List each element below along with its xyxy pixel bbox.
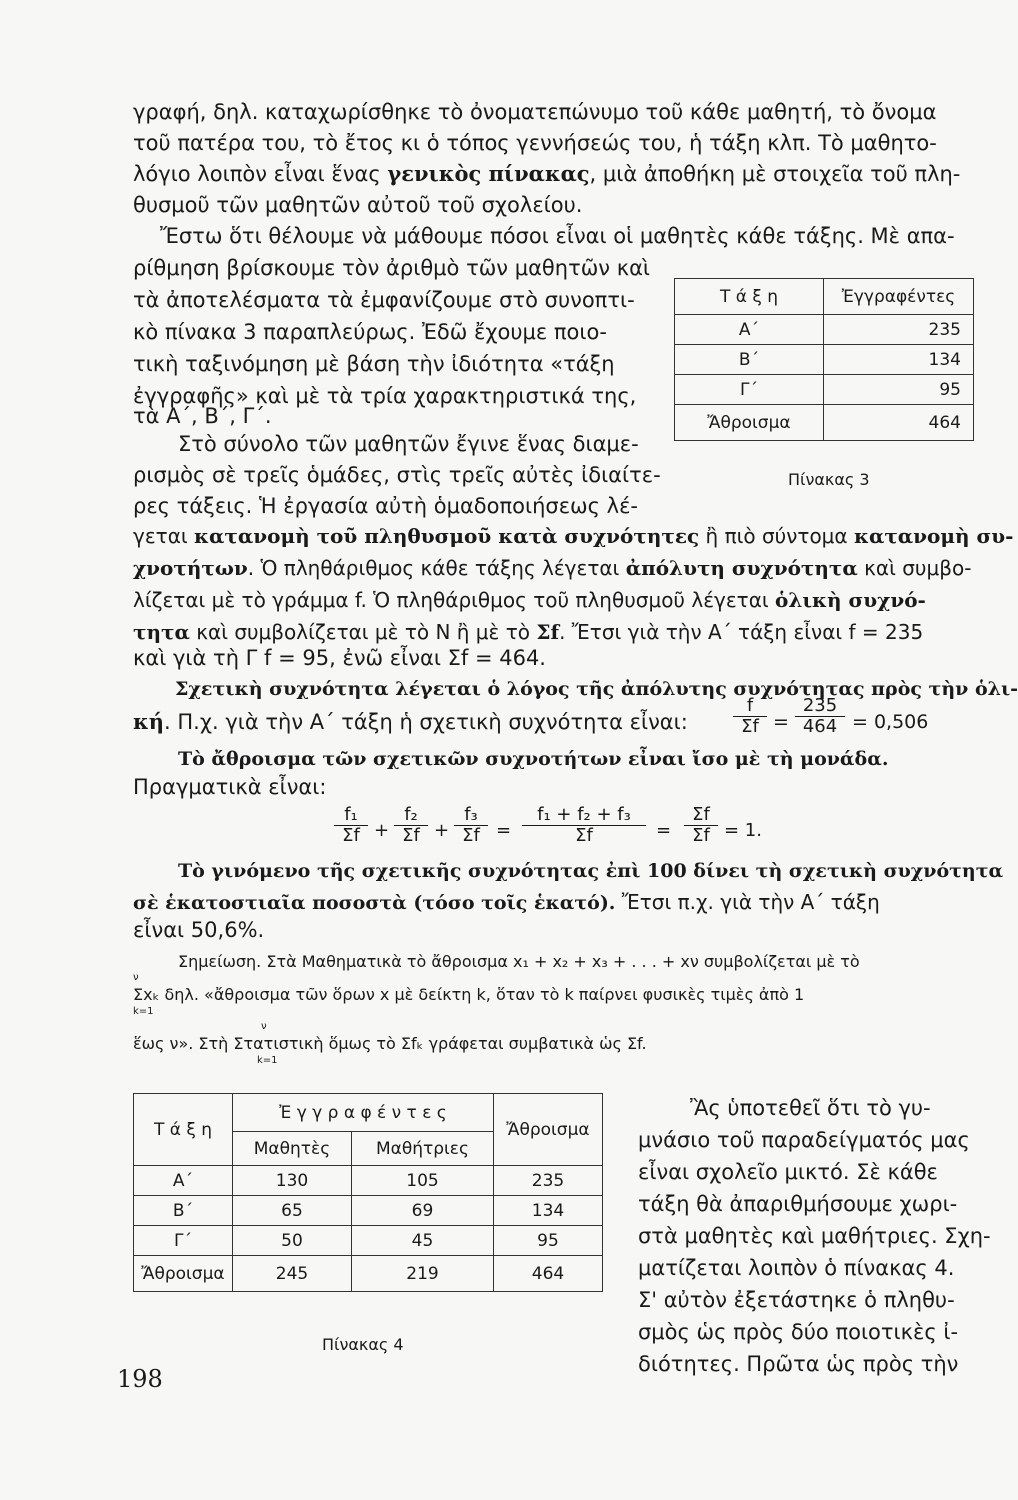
table-cell: 95 — [494, 1226, 603, 1256]
table-cell: Β΄ — [134, 1196, 233, 1226]
body-line: τὰ Α΄, Β΄, Γ΄. — [133, 404, 272, 428]
plus-sign: + — [374, 820, 390, 841]
table-header: Ἐ γ γ ρ α φ έ ν τ ε ς — [233, 1094, 494, 1132]
formula-result: = 1. — [724, 820, 762, 841]
fraction: $\frac{\text{f₁ + f₂ + f₃}}{\Sigma f}$ — [522, 805, 646, 846]
table-header: Μαθητὲς — [233, 1132, 352, 1166]
table-cell: 464 — [494, 1256, 603, 1292]
body-line: ἐγγραφῆς» καὶ μὲ τὰ τρία χαρακτηριστικά της, — [133, 384, 637, 408]
body-line: Τὸ γινόμενο τῆς σχετικῆς συχνότητας ἐπὶ 100 δίνει τὴ σχετικὴ συχνότητα — [178, 860, 1004, 882]
table-cell: 95 — [824, 375, 974, 405]
note-sub: k=1 — [133, 1006, 154, 1017]
table-cell: Α΄ — [675, 315, 824, 345]
body-line: Ἂς ὑποτεθεῖ ὅτι τὸ γυ- — [690, 1096, 931, 1120]
table-cell: 45 — [351, 1226, 493, 1256]
table-header: Τ ά ξ η — [134, 1094, 233, 1166]
table-cell: 130 — [233, 1166, 352, 1196]
body-line: μνάσιο τοῦ παραδείγματός μας — [638, 1128, 970, 1152]
table-cell: 50 — [233, 1226, 352, 1256]
body-line: ρίθμηση βρίσκουμε τὸν ἀριθμὸ τῶν μαθητῶν καὶ — [133, 256, 651, 280]
body-line: λόγιο λοιπὸν εἶναι ἕνας γενικὸς πίνακας, μιὰ ἀποθήκη μὲ στοιχεῖα τοῦ πλη- — [133, 161, 961, 186]
body-line: κή. Π.χ. γιὰ τὴν Α΄ τάξη ἡ σχετικὴ συχνότητα εἶναι: — [133, 709, 688, 734]
body-line: ρες τάξεις. Ἡ ἐργασία αὐτὴ ὁμαδοποιήσεως λέ- — [133, 494, 638, 518]
body-line: σὲ ἑκατοστιαῖα ποσοστὰ (τόσο τοῖς ἑκατό). Ἔτσι π.χ. γιὰ τὴν Α΄ τάξη — [133, 890, 880, 914]
table-caption: Πίνακας 4 — [322, 1335, 404, 1354]
formula-result: = 0,506 — [852, 711, 929, 733]
table-cell: 134 — [494, 1196, 603, 1226]
table-cell: Ἄθροισμα — [675, 405, 824, 441]
table-cell: 65 — [233, 1196, 352, 1226]
body-line: εἶναι σχολεῖο μικτό. Σὲ κάθε — [638, 1160, 938, 1184]
table-cell: Ἄθροισμα — [134, 1256, 233, 1292]
table-cell: 464 — [824, 405, 974, 441]
table-header: Τ ά ξ η — [675, 279, 824, 315]
body-line: σμὸς ὡς πρὸς δύο ποιοτικὲς ἰ- — [638, 1320, 959, 1344]
table-cell: 235 — [824, 315, 974, 345]
equals-sign: = — [773, 711, 789, 733]
body-line: κὸ πίνακα 3 παραπλεύρως. Ἐδῶ ἔχουμε ποιο- — [133, 320, 607, 344]
equals-sign: = — [496, 820, 512, 841]
body-line: Στὸ σύνολο τῶν μαθητῶν ἔγινε ἕνας διαμε- — [178, 432, 639, 456]
table-cell: 69 — [351, 1196, 493, 1226]
body-line: διότητες. Πρῶτα ὡς πρὸς τὴν — [638, 1352, 959, 1376]
body-line: Ἔστω ὅτι θέλουμε νὰ μάθουμε πόσοι εἶναι οἱ μαθητὲς κάθε τάξης. Μὲ απα- — [160, 224, 955, 248]
fraction: $\frac{f}{\Sigma f}$ — [733, 696, 767, 737]
body-line: ματίζεται λοιπὸν ὁ πίνακας 4. — [638, 1256, 955, 1280]
table-cell: 219 — [351, 1256, 493, 1292]
body-line: θυσμοῦ τῶν μαθητῶν αὐτοῦ τοῦ σχολείου. — [133, 193, 583, 217]
note-line: Σxₖ δηλ. «ἄθροισμα τῶν ὅρων x μὲ δείκτη k, ὅταν τὸ k παίρνει φυσικὲς τιμὲς ἀπὸ 1 — [133, 985, 805, 1004]
body-line: εἶναι 50,6%. — [133, 918, 265, 942]
body-line: Τὸ ἄθροισμα τῶν σχετικῶν συχνοτήτων εἶναι ἴσο μὲ τὴ μονάδα. — [178, 748, 889, 770]
body-line: τητα καὶ συμβολίζεται μὲ τὸ Ν ἢ μὲ τὸ Σf. Ἔτσι γιὰ τὴν Α΄ τάξη εἶναι f = 235 — [133, 620, 924, 644]
table-cell: 245 — [233, 1256, 352, 1292]
table-caption: Πίνακας 3 — [788, 470, 870, 489]
note-line: ἕως ν». Στὴ Στατιστικὴ ὅμως τὸ Σfₖ γράφεται συμβατικὰ ὡς Σf. — [133, 1034, 647, 1053]
note-sup: ν — [261, 1021, 267, 1032]
note-sup: ν — [133, 972, 139, 983]
table-cell: 235 — [494, 1166, 603, 1196]
table-cell: 134 — [824, 345, 974, 375]
body-line: στὰ μαθητὲς καὶ μαθήτριες. Σχη- — [638, 1224, 991, 1248]
body-line: τάξη θὰ ἀπαριθμήσουμε χωρι- — [638, 1192, 958, 1216]
table-cell: Β΄ — [675, 345, 824, 375]
body-line: ρισμὸς σὲ τρεῖς ὁμάδες, στὶς τρεῖς αὐτὲς ἰδιαίτε- — [133, 463, 661, 487]
table-header: Ἄθροισμα — [494, 1094, 603, 1166]
fraction: $\frac{\text{f₁}}{\Sigma f}$ — [334, 805, 368, 846]
body-line: γεται κατανομὴ τοῦ πληθυσμοῦ κατὰ συχνότητες ἢ πιὸ σύντομα κατανομὴ συ- — [133, 524, 1014, 548]
table-3 — [674, 278, 974, 441]
body-line: λίζεται μὲ τὸ γράμμα f. Ὁ πληθάριθμος τοῦ πληθυσμοῦ λέγεται ὁλικὴ συχνό- — [133, 588, 926, 612]
body-line: καὶ γιὰ τὴ Γ f = 95, ἐνῶ εἶναι Σf = 464. — [133, 646, 546, 670]
table-header: Ἐγγραφέντες — [824, 279, 974, 315]
table-4 — [133, 1093, 603, 1292]
table-cell: 105 — [351, 1166, 493, 1196]
equals-sign: = — [656, 820, 672, 841]
note-line: Σημείωση. Στὰ Μαθηματικὰ τὸ ἄθροισμα x₁ + x₂ + x₃ + . . . + xν συμβολίζεται μὲ τὸ — [178, 952, 860, 971]
body-line: τοῦ πατέρα του, τὸ ἔτος κι ὁ τόπος γεννήσεώς του, ἡ τάξη κλπ. Τὸ μαθητο- — [133, 131, 937, 155]
fraction: $\frac{\Sigma f}{\Sigma f}$ — [684, 805, 718, 846]
table-cell: Α΄ — [134, 1166, 233, 1196]
body-line: γραφή, δηλ. καταχωρίσθηκε τὸ ὀνοματεπώνυμο τοῦ κάθε μαθητή, τὸ ὄνομα — [133, 100, 937, 124]
table-cell: Γ΄ — [134, 1226, 233, 1256]
body-line: Σ' αὐτὸν ἐξετάστηκε ὁ πληθυ- — [638, 1288, 955, 1312]
body-line: Πραγματικὰ εἶναι: — [133, 775, 327, 799]
fraction: $\frac{235}{464}$ — [795, 696, 845, 737]
body-line: Σχετικὴ συχνότητα λέγεται ὁ λόγος τῆς ἀπόλυτης συχνότητας πρὸς τὴν ὁλι- — [175, 678, 1018, 700]
body-line: χνοτήτων. Ὁ πληθάριθμος κάθε τάξης λέγεται ἀπόλυτη συχνότητα καὶ συμβο- — [133, 556, 972, 580]
fraction: $\frac{\text{f₃}}{\Sigma f}$ — [454, 805, 488, 846]
body-line: τικὴ ταξινόμηση μὲ βάση τὴν ἰδιότητα «τάξη — [133, 352, 615, 376]
body-line: τὰ ἀποτελέσματα τὰ ἐμφανίζουμε στὸ συνοπτι- — [133, 288, 635, 312]
plus-sign: + — [434, 820, 450, 841]
table-header: Μαθήτριες — [351, 1132, 493, 1166]
table-cell: Γ΄ — [675, 375, 824, 405]
note-sub: k=1 — [257, 1055, 278, 1066]
fraction: $\frac{\text{f₂}}{\Sigma f}$ — [394, 805, 428, 846]
page-number: 198 — [117, 1365, 163, 1393]
